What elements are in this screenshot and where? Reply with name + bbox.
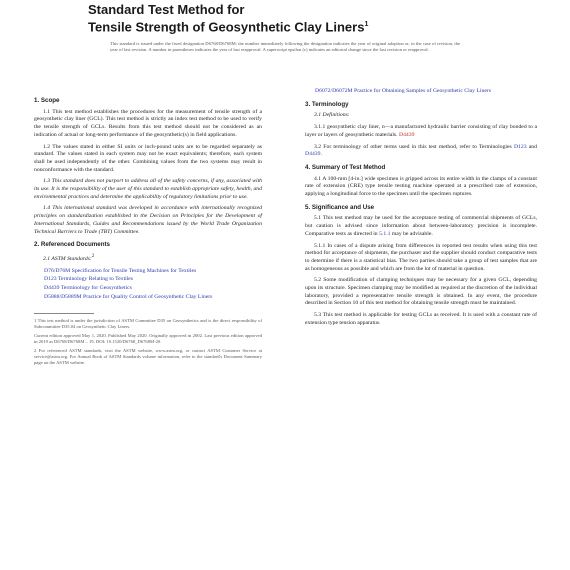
section-link-5-1-1[interactable]: 5.1.1: [379, 230, 391, 237]
footnotes: [34, 318, 262, 366]
reference-item[interactable]: [44, 285, 262, 293]
reference-title[interactable]: Terminology for Geosynthetics: [60, 284, 132, 291]
reference-item[interactable]: [44, 276, 262, 284]
reference-code[interactable]: D6072/D6072M: [315, 88, 353, 94]
definition-source-ref[interactable]: D4439: [398, 131, 415, 138]
paragraph-3-2-and: and: [528, 143, 537, 150]
reference-item[interactable]: [315, 88, 537, 96]
paragraph-5-3: 5.3 This test method is applicable for testing GCLs as received. It is used with a constant rate of extension type tension apparatus.: [305, 312, 537, 326]
paragraph-3-2: 3.2 For terminology of other terms used in this test method, refer to Terminologies D123 and D4439.: [305, 143, 537, 158]
paragraph-5-1: [305, 215, 537, 238]
paragraph-3-2-text: 3.2 For terminology of other terms used in this test method, refer to Terminologies: [314, 143, 512, 150]
reference-code[interactable]: D76/D76M: [44, 267, 71, 274]
left-column: [34, 92, 262, 369]
paragraph-5-1-text: 5.1 This test method may be used for the acceptance testing of commercial shipments of GCLs, but caution is advised since information about between-laboratory precision is incomplete. Comparative tests as directed in: [305, 215, 537, 237]
right-column: [305, 88, 537, 332]
designation-notice: This standard is issued under the fixed designation D6768/D6768M; the number immediately following the designation indicates the year of original adoption or, in the case of revision, the year of last revision. A number in parentheses indicates the year of last reapproval. A superscript epsilon (ε) indicates an editorial change since the last revision or reapproval.: [110, 41, 460, 52]
title-line-2: [88, 17, 508, 34]
reference-title[interactable]: Practice for Quality Control of Geosynthetic Clay Liners: [83, 293, 213, 300]
footnote-2: 2 For referenced ASTM standards, visit the ASTM website, www.astm.org, or contact ASTM Customer Service at service@astm.org. For Annual Book of ASTM Standards volume information, refer to the standard's Document Summary page on the ASTM website.: [34, 348, 262, 366]
paragraph-1-3: 1.3 This standard does not purport to address all of the safety concerns, if any, associated with its use. It is the responsibility of the user of this standard to establish appropriate safety, health, and environmental practices and determine the applicability of regulatory limitations prior to use.: [34, 178, 262, 200]
title-line-1: Standard Test Method for: [88, 2, 245, 17]
reference-code[interactable]: D4439: [44, 284, 60, 291]
reference-code[interactable]: D123: [44, 276, 57, 283]
reference-title[interactable]: Terminology Relating to Textiles: [57, 276, 134, 283]
footnote-edition: Current edition approved May 1, 2020. Published May 2020. Originally approved in 2002. Last previous edition approved in 2019 as D6768/D6768M – 19. DOI: 10.1520/D6768_D6768M-20.: [34, 333, 262, 345]
paragraph-5-1-end: may be advisable.: [391, 230, 433, 237]
reference-title[interactable]: Practice for Obtaining Samples of Geosynthetic Clay Liners: [354, 88, 491, 94]
paragraph-1-1: 1.1 This test method establishes the procedures for the measurement of tensile strength of a geosynthetic clay liner (GCL). This test method is strictly an index test method to be used to verify the tensile strength of GCLs. Results from this test method should not be considered as an indication of actual or long-term performance of the geosynthetic(s) in field applications.: [34, 108, 262, 138]
document-title: [88, 2, 508, 34]
scope-heading: 1. Scope: [34, 97, 60, 104]
astm-footnote-mark: 2: [91, 253, 95, 259]
terminology-link-d123[interactable]: D123: [513, 143, 527, 150]
title-footnote-mark: 1: [364, 21, 369, 28]
paragraph-5-1-1: 5.1.1 In cases of a dispute arising from differences in reported test results when using this test method for acceptance of shipments, the purchaser and the supplier should conduct comparative tests to determine if there is a statistical bias. The two parties should take a group of test samples that are as homogeneous as possible and which are from the lot of material in question.: [305, 242, 537, 272]
paragraph-5-2: 5.2 Some modification of clamping techniques may be necessary for a given GCL, depending upon its structure. Specimen clamping may be modified as required at the discretion of the individual laboratory, provided a representative tensile strength is obtained. In any event, the procedure described in Section 10 of this test method for obtaining tensile strength must be maintained.: [305, 277, 537, 307]
reference-title[interactable]: Specification for Tensile Testing Machines for Textiles: [71, 267, 197, 274]
paragraph-3-1-1: [305, 124, 537, 139]
reference-item[interactable]: [44, 294, 262, 302]
significance-heading: 5. Significance and Use: [305, 203, 375, 211]
terminology-link-d4439[interactable]: D4439: [305, 151, 321, 158]
paragraph-1-4: 1.4 This international standard was developed in accordance with internationally recognized principles on standardization established in the Decision on Principles for the Development of International Standards, Guides and Recommendations issued by the World Trade Organization Technical Barriers to Trade (TBT) Committee.: [34, 205, 262, 235]
paragraph-3-1-1-text: 3.1.1 geosynthetic clay liner, n—a manufactured hydraulic barrier consisting of clay bonded to a layer or layers of geosynthetic materials.: [305, 124, 537, 138]
reference-code[interactable]: D5888/D5889M: [44, 293, 82, 300]
referenced-documents-heading: 2. Referenced Documents: [34, 241, 110, 249]
footnote-1: 1 This test method is under the jurisdiction of ASTM Committee D35 on Geosynthetics and is the direct responsibility of Subcommittee D35.04 on Geosynthetic Clay Liners.: [34, 318, 262, 330]
astm-standards-text: 2.1 ASTM Standards:: [43, 255, 92, 262]
summary-heading: 4. Summary of Test Method: [305, 163, 386, 171]
terminology-heading: 3. Terminology: [305, 100, 349, 108]
paragraph-4-1: 4.1 A 100-mm [4-in.] wide specimen is gripped across its entire width in the clamps of a constant rate of extension (CRE) type tensile testing machine operated at a prescribed rate of extension, applying a longitudinal force to the specimen until the specimen ruptures.: [305, 175, 537, 198]
paragraph-3-1: 3.1 Definitions:: [314, 112, 350, 119]
title-line-2-text: Tensile Strength of Geosynthetic Clay Liners: [88, 19, 365, 35]
footnote-divider: [34, 313, 94, 314]
astm-standards-label: [34, 253, 262, 264]
reference-item[interactable]: [44, 268, 262, 276]
paragraph-1-2: 1.2 The values stated in either SI units or inch-pound units are to be regarded separately as standard. The values stated in each system may not be exact equivalents; therefore, each system shall be used independently of the other. Combining values from the two systems may result in nonconformance with the standard.: [34, 143, 262, 173]
